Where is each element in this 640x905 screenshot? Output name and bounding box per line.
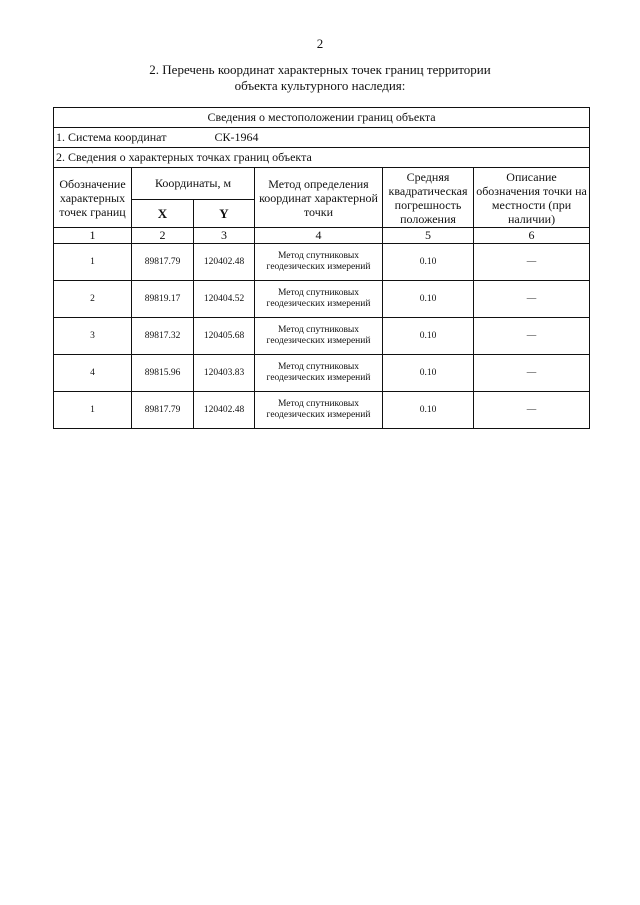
page-number: 2 bbox=[316, 36, 324, 51]
col-header-y: Y bbox=[194, 200, 255, 228]
table-row bbox=[54, 281, 590, 318]
col-header-x: X bbox=[132, 200, 194, 228]
mean-square-error: 0.10 bbox=[383, 318, 474, 355]
coord-y: 120403.83 bbox=[194, 355, 255, 392]
column-number: 5 bbox=[383, 228, 474, 244]
table-header-location: Сведения о местоположении границ объекта bbox=[54, 108, 590, 128]
method: Метод спутниковых геодезических измерений bbox=[255, 244, 383, 281]
coord-y: 120402.48 bbox=[194, 392, 255, 429]
mean-square-error: 0.10 bbox=[383, 355, 474, 392]
col-header-designation: Обозначение характерных точек границ bbox=[54, 168, 132, 228]
point-designation: 1 bbox=[54, 392, 132, 429]
document-title bbox=[0, 62, 640, 94]
point-description: — bbox=[474, 355, 590, 392]
col-header-coordinates: Координаты, м bbox=[132, 168, 255, 200]
table-row bbox=[54, 355, 590, 392]
coord-system-value: СК-1964 bbox=[214, 130, 259, 144]
point-description: — bbox=[474, 281, 590, 318]
coord-x: 89817.79 bbox=[132, 244, 194, 281]
coord-y: 120402.48 bbox=[194, 244, 255, 281]
coord-system-row bbox=[54, 128, 590, 148]
point-designation: 4 bbox=[54, 355, 132, 392]
table-row bbox=[54, 244, 590, 281]
coord-x: 89817.32 bbox=[132, 318, 194, 355]
column-number: 2 bbox=[132, 228, 194, 244]
point-designation: 2 bbox=[54, 281, 132, 318]
point-description: — bbox=[474, 244, 590, 281]
method: Метод спутниковых геодезических измерений bbox=[255, 355, 383, 392]
column-number: 4 bbox=[255, 228, 383, 244]
point-designation: 1 bbox=[54, 244, 132, 281]
coord-y: 120404.52 bbox=[194, 281, 255, 318]
point-designation: 3 bbox=[54, 318, 132, 355]
title-line-2: объекта культурного наследия: bbox=[234, 78, 406, 93]
title-line-1: 2. Перечень координат характерных точек границ территории bbox=[149, 62, 491, 77]
method: Метод спутниковых геодезических измерений bbox=[255, 392, 383, 429]
col-header-method: Метод определения координат характерной точки bbox=[255, 168, 383, 228]
points-section-header: 2. Сведения о характерных точках границ объекта bbox=[54, 148, 590, 168]
method: Метод спутниковых геодезических измерений bbox=[255, 318, 383, 355]
point-description: — bbox=[474, 392, 590, 429]
coord-x: 89815.96 bbox=[132, 355, 194, 392]
mean-square-error: 0.10 bbox=[383, 392, 474, 429]
coord-y: 120405.68 bbox=[194, 318, 255, 355]
mean-square-error: 0.10 bbox=[383, 281, 474, 318]
coordinates-table bbox=[53, 107, 590, 429]
method: Метод спутниковых геодезических измерений bbox=[255, 281, 383, 318]
column-number: 6 bbox=[474, 228, 590, 244]
col-header-description: Описание обозначения точки на местности (при наличии) bbox=[474, 168, 590, 228]
coord-x: 89819.17 bbox=[132, 281, 194, 318]
column-numbers-row bbox=[54, 228, 590, 244]
column-number: 1 bbox=[54, 228, 132, 244]
coord-x: 89817.79 bbox=[132, 392, 194, 429]
table-row bbox=[54, 392, 590, 429]
table-row bbox=[54, 318, 590, 355]
mean-square-error: 0.10 bbox=[383, 244, 474, 281]
column-number: 3 bbox=[194, 228, 255, 244]
coord-system-label: 1. Система координат bbox=[56, 130, 167, 144]
col-header-error: Средняя квадратическая погрешность положения bbox=[383, 168, 474, 228]
point-description: — bbox=[474, 318, 590, 355]
